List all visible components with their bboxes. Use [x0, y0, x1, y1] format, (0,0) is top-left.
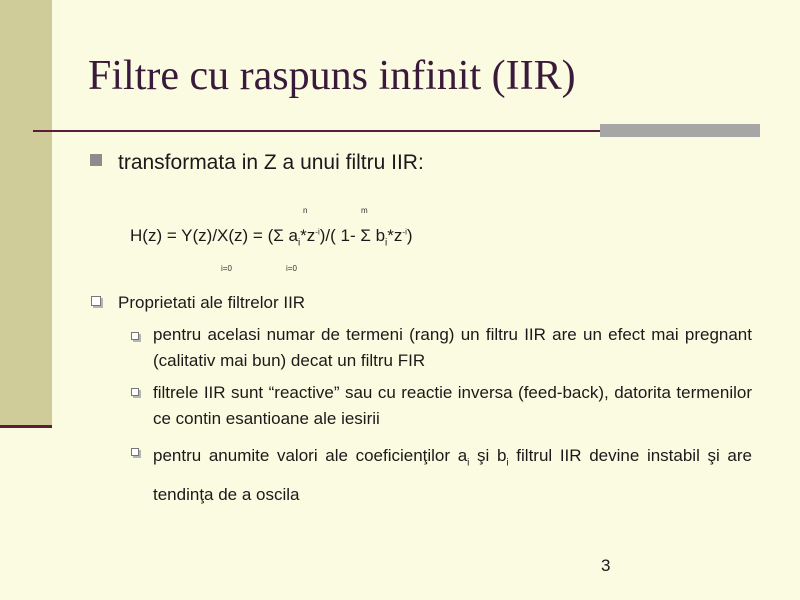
- sub-bullet-icon: [131, 332, 139, 340]
- sub-bullet-icon: [131, 448, 139, 456]
- coefficient-subscript: i: [506, 457, 509, 469]
- square-bullet-icon: [90, 154, 102, 166]
- formula-part: ): [406, 226, 413, 245]
- sub-bullet-item: filtrele IIR sunt “reactive” sau cu reactie inversa (feed-back), datorita termenilor ce contin esantioane ale iesirii: [153, 383, 752, 428]
- sub-bullet-item: pentru acelasi numar de termeni (rang) un filtru IIR are un efect mai pregnant (calitativ mai bun) decat un filtru FIR: [153, 325, 752, 370]
- sub-bullet-text: şi b: [469, 446, 507, 465]
- sum-lower-limit: i=0: [286, 264, 297, 273]
- sum-upper-limit: m: [361, 206, 368, 215]
- sidebar-decoration: [0, 0, 52, 425]
- bullet-proprietati: Proprietati ale filtrelor IIR: [118, 293, 306, 312]
- slide-title: Filtre cu raspuns infinit (IIR): [88, 53, 576, 99]
- formula-part: *z: [387, 226, 403, 245]
- sub-bullet-text: filtrul IIR devine instabil şi are tendinţa de a oscila: [153, 446, 752, 505]
- bullet-transformata: transformata in Z a unui filtru IIR:: [118, 151, 424, 174]
- sub-bullet-icon: [131, 388, 139, 396]
- hollow-square-bullet-icon: [91, 296, 101, 306]
- sub-bullet-text: pentru anumite valori ale coeficienţilor a: [153, 446, 468, 465]
- formula-exponent: -i: [315, 227, 320, 237]
- formula-subscript: i: [297, 237, 301, 249]
- formula-part: *z: [300, 226, 316, 245]
- formula-exponent: -i: [402, 227, 407, 237]
- divider-block: [600, 124, 760, 137]
- formula-subscript: i: [385, 237, 388, 249]
- sum-lower-limit: i=0: [221, 264, 232, 273]
- page-number: 3: [601, 556, 611, 575]
- formula-part: )/( 1- Σ b: [319, 226, 386, 245]
- sub-bullet-item: [153, 440, 752, 511]
- sidebar-accent-line: [0, 425, 52, 428]
- sum-upper-limit: n: [303, 206, 308, 215]
- formula-part: H(z) = Y(z)/X(z) = (Σ a: [130, 226, 298, 245]
- coefficient-subscript: i: [467, 457, 470, 469]
- transfer-function-formula: [130, 226, 413, 248]
